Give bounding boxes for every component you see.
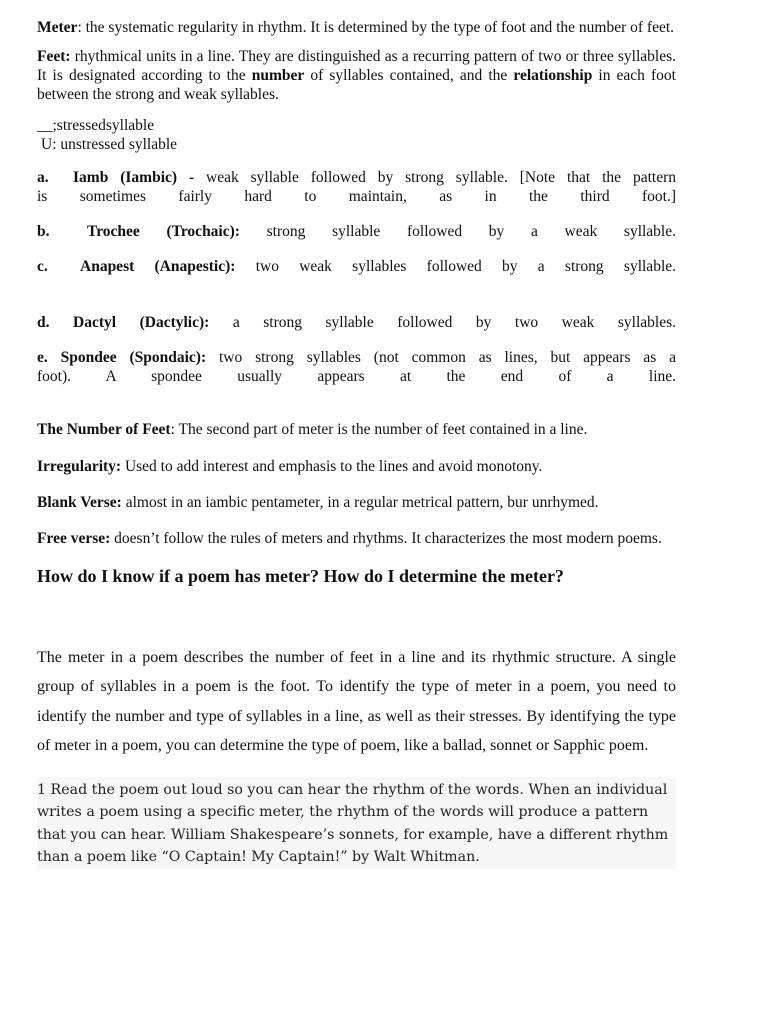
irregularity-definition xyxy=(37,457,676,476)
feet-text-part-3: in each foot between the strong and weak syllables. xyxy=(37,67,676,103)
blank-verse-definition xyxy=(37,493,676,512)
iamb-letter: a. xyxy=(37,169,49,186)
iamb-desc-1: weak syllable followed by strong syllable. [Note that the pattern xyxy=(194,169,676,186)
feet-emphasis-relationship: relationship xyxy=(513,67,593,84)
foot-type-iamb xyxy=(37,168,676,206)
foot-type-dactyl xyxy=(37,313,676,332)
meter-explanation-paragraph: The meter in a poem describes the number of feet in a line and its rhythmic structure. A single group of syllables in a poem is the foot. To identify the type of meter in a poem, you need to identify the number and type of syllables in a line, as well as their stresses. By identifying the type of meter in a poem, you can determine the type of poem, like a ballad, sonnet or Sapphic poem. xyxy=(37,649,676,754)
number-of-feet-text: : The second part of meter is the number of feet contained in a line. xyxy=(170,421,588,438)
anapest-letter: c. xyxy=(37,258,48,275)
stress-legend xyxy=(37,116,676,154)
iamb-line-2: is sometimes fairly hard to maintain, as in the third foot.] xyxy=(37,188,676,205)
step-1-text: 1 Read the poem out loud so you can hear the rhythm of the words. When an individual writes a poem using a specific meter, the rhythm of the words will produce a pattern that you can hear. William Shakespeare’s sonnets, for example, have a different rhythm than a poem like “O Captain! My Captain!” by Walt Whitman. xyxy=(37,782,669,865)
feet-emphasis-number: number xyxy=(251,67,305,84)
spondee-line-1 xyxy=(37,348,676,367)
trochee-term: Trochee (Trochaic): xyxy=(87,223,240,240)
foot-type-spondee xyxy=(37,348,676,386)
feet-term: Feet: xyxy=(37,48,71,65)
trochee-desc: strong syllable followed by a weak syllable. xyxy=(239,223,676,240)
iamb-line-1 xyxy=(37,168,676,187)
foot-type-anapest xyxy=(37,257,676,276)
blank-verse-text: almost in an iambic pentameter, in a regular metrical pattern, bur unrhymed. xyxy=(121,494,599,511)
free-verse-text: doesn’t follow the rules of meters and rhythms. It characterizes the most modern poems. xyxy=(110,530,662,547)
spondee-desc-1: two strong syllables (not common as lines, but appears as a xyxy=(206,349,676,366)
meter-text: : the systematic regularity in rhythm. It is determined by the type of foot and the number of feet. xyxy=(77,19,675,36)
unstressed-legend-line: U: unstressed syllable xyxy=(41,136,178,153)
step-1-box xyxy=(37,777,676,869)
spondee-line-2: foot). A spondee usually appears at the end of a line. xyxy=(37,368,676,385)
stressed-label: ;stressedsyllable xyxy=(52,117,155,134)
anapest-desc: two weak syllables followed by a strong syllable. xyxy=(235,258,677,275)
feet-text-part-2: of syllables contained, and the xyxy=(304,67,514,84)
stressed-symbol: __ xyxy=(37,117,53,134)
spondee-term: Spondee (Spondaic): xyxy=(60,349,207,366)
spondee-prefix: e. xyxy=(37,349,48,366)
dactyl-prefix: d. xyxy=(37,314,50,331)
document-page xyxy=(37,14,676,869)
dactyl-term: Dactyl (Dactylic): xyxy=(73,314,210,331)
meter-term: Meter xyxy=(37,19,78,36)
free-verse-definition xyxy=(37,529,676,548)
iamb-term: Iamb (Iambic) - xyxy=(73,169,195,186)
meter-definition xyxy=(37,18,676,37)
stressed-legend-line xyxy=(37,116,676,135)
irregularity-term: Irregularity: xyxy=(37,458,122,475)
number-of-feet-term: The Number of Feet xyxy=(37,421,171,438)
number-of-feet-definition xyxy=(37,420,676,439)
dactyl-desc: a strong syllable followed by two weak syllables. xyxy=(209,314,676,331)
trochee-letter: b. xyxy=(37,223,50,240)
free-verse-term: Free verse: xyxy=(37,530,111,547)
blank-verse-term: Blank Verse: xyxy=(37,494,122,511)
feet-definition xyxy=(37,47,676,104)
foot-type-trochee xyxy=(37,222,676,241)
irregularity-text: Used to add interest and emphasis to the lines and avoid monotony. xyxy=(121,458,543,475)
meter-question-heading: How do I know if a poem has meter? How do I determine the meter? xyxy=(37,566,564,586)
feet-text-part-1: rhythmical units in a line. They are distinguished as a recurring pattern of two or three syllables. It is designated according to the xyxy=(37,48,676,84)
anapest-term: Anapest (Anapestic): xyxy=(80,258,236,275)
